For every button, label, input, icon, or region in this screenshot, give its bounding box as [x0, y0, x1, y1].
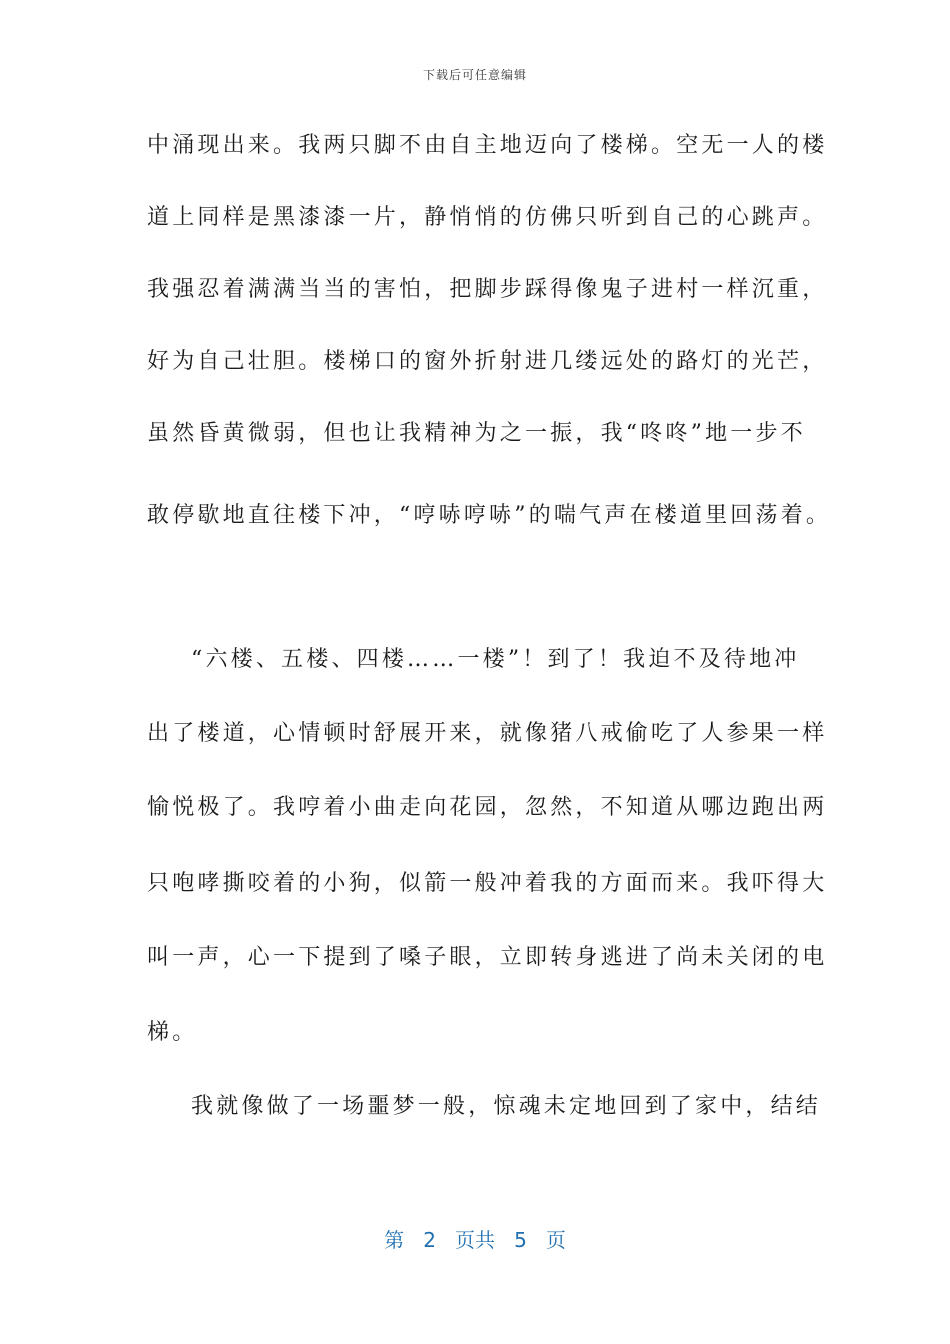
paragraph-line: 我强忍着满满当当的害怕，把脚步踩得像鬼子进村一样沉重， — [147, 277, 828, 302]
paragraph-line: 只咆哮撕咬着的小狗，似箭一般冲着我的方面而来。我吓得大 — [147, 871, 828, 896]
page-footer — [0, 1224, 950, 1253]
footer-prefix: 第 — [384, 1228, 405, 1252]
footer-middle: 页共 — [455, 1228, 495, 1252]
paragraph-line: 叫一声，心一下提到了嗓子眼，立即转身逃进了尚未关闭的电 — [147, 945, 828, 970]
paragraph-line: 中涌现出来。我两只脚不由自主地迈向了楼梯。空无一人的楼 — [147, 133, 828, 158]
paragraph-line: 梯。 — [147, 1020, 198, 1045]
paragraph-line: 虽然昏黄微弱，但也让我精神为之一振，我“咚咚”地一步不 — [147, 421, 806, 446]
paragraph-line: 道上同样是黑漆漆一片，静悄悄的仿佛只听到自己的心跳声。 — [147, 205, 828, 230]
paragraph-line: 好为自己壮胆。楼梯口的窗外折射进几缕远处的路灯的光芒， — [147, 349, 828, 374]
paragraph-line: 愉悦极了。我哼着小曲走向花园，忽然，不知道从哪边跑出两 — [147, 795, 828, 820]
paragraph-line: 出了楼道，心情顿时舒展开来，就像猪八戒偷吃了人参果一样 — [147, 721, 828, 746]
paragraph-line: 我就像做了一场噩梦一般，惊魂未定地回到了家中，结结 — [191, 1094, 822, 1119]
page-header: 下载后可任意编辑 — [422, 68, 527, 82]
paragraph-line: “六楼、五楼、四楼……一楼”！到了！我迫不及待地冲 — [191, 647, 800, 672]
footer-total-pages: 5 — [514, 1228, 527, 1252]
paragraph-line: 敢停歇地直往楼下冲，“哼哧哼哧”的喘气声在楼道里回荡着。 — [147, 503, 832, 528]
footer-current-page: 2 — [423, 1228, 436, 1252]
footer-suffix: 页 — [545, 1228, 566, 1252]
